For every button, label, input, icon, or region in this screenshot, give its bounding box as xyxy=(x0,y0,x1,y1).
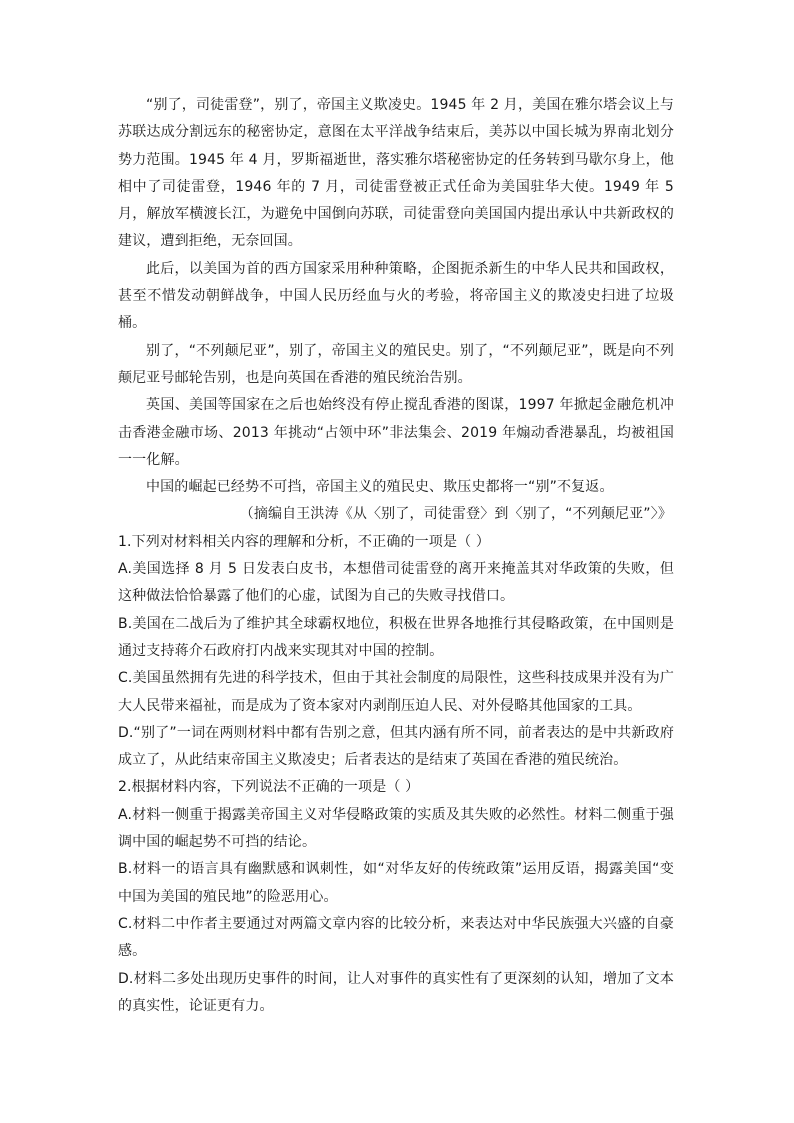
question-2-option-d: D.材料二多处出现历史事件的时间，让人对事件的真实性有了更深刻的认知，增加了文本的真实性，论证更有力。 xyxy=(118,970,674,1014)
material-paragraph-5: 中国的崛起已经势不可挡，帝国主义的殖民史、欺压史都将一“别”不复返。 xyxy=(146,479,614,496)
material-source: （摘编自王洪涛《从〈别了，司徒雷登〉到〈别了，“不列颠尼亚”〉》 xyxy=(239,506,672,523)
material-section xyxy=(118,92,674,529)
question-2 xyxy=(118,774,674,1020)
material-paragraph-2: 此后，以美国为首的西方国家采用种种策略，企图扼杀新生的中华人民共和国政权，甚至不惜发动朝鲜战争，中国人民历经血与火的考验，将帝国主义的欺凌史扫进了垃圾桶。 xyxy=(118,260,674,332)
material-paragraph-3: 别了，“不列颠尼亚”，别了，帝国主义的殖民史。别了，“不列颠尼亚”，既是向不列颠尼亚号邮轮告别，也是向英国在香港的殖民统治告别。 xyxy=(118,342,674,386)
question-2-option-a: A.材料一侧重于揭露美帝国主义对华侵略政策的实质及其失败的必然性。材料二侧重于强调中国的崛起势不可挡的结论。 xyxy=(118,806,674,851)
question-2-stem: 2.根据材料内容，下列说法不正确的一项是（ ） xyxy=(118,779,420,796)
question-1-stem: 1.下列对材料相关内容的理解和分析，不正确的一项是（ ） xyxy=(118,533,491,550)
question-2-option-b: B.材料一的语言具有幽默感和讽刺性，如“对华友好的传统政策”运用反语，揭露美国“变中国为美国的殖民地”的险恶用心。 xyxy=(118,861,674,905)
material-paragraph-4: 英国、美国等国家在之后也始终没有停止搅乱香港的图谋，1997 年掀起金融危机冲击香港金融市场、2013 年挑动“占领中环”非法集会、2019 年煽动香港暴乱，均被祖国一一化解。 xyxy=(118,397,674,468)
material-paragraph-1: “别了，司徒雷登”，别了，帝国主义欺凌史。1945 年 2 月，美国在雅尔塔会议上与苏联达成分割远东的秘密协定，意图在太平洋战争结束后，美苏以中国长城为界南北划分势力范围。1945 年 4 月，罗斯福逝世，落实雅尔塔秘密协定的任务转到马歇尔身上，他相中了司徒雷登，1946 年的 7 月，司徒雷登被正式任命为美国驻华大使。1949 年 5 月，解放军横渡长江，为避免中国倒向苏联，司徒雷登向美国国内提出承认中共新政权的建议，遭到拒绝，无奈回国。 xyxy=(118,97,674,250)
document-body xyxy=(118,92,674,1020)
question-1 xyxy=(118,529,674,775)
question-1-option-d: D.“别了”一词在两则材料中都有告别之意，但其内涵有所不同，前者表达的是中共新政府成立了，从此结束帝国主义欺凌史；后者表达的是结束了英国在香港的殖民统治。 xyxy=(118,724,674,769)
question-2-option-c: C.材料二中作者主要通过对两篇文章内容的比较分析，来表达对中华民族强大兴盛的自豪感。 xyxy=(118,915,674,960)
question-1-option-a: A.美国选择 8 月 5 日发表白皮书，本想借司徒雷登的离开来掩盖其对华政策的失败，但这种做法恰恰暴露了他们的心虚，试图为自己的失败寻找借口。 xyxy=(118,561,674,605)
question-1-option-c: C.美国虽然拥有先进的科学技术，但由于其社会制度的局限性，这些科技成果并没有为广大人民带来福祉，而是成为了资本家对内剥削压迫人民、对外侵略其他国家的工具。 xyxy=(118,670,674,714)
question-1-option-b: B.美国在二战后为了维护其全球霸权地位，积极在世界各地推行其侵略政策，在中国则是通过支持蒋介石政府打内战来实现其对中国的控制。 xyxy=(118,615,674,659)
